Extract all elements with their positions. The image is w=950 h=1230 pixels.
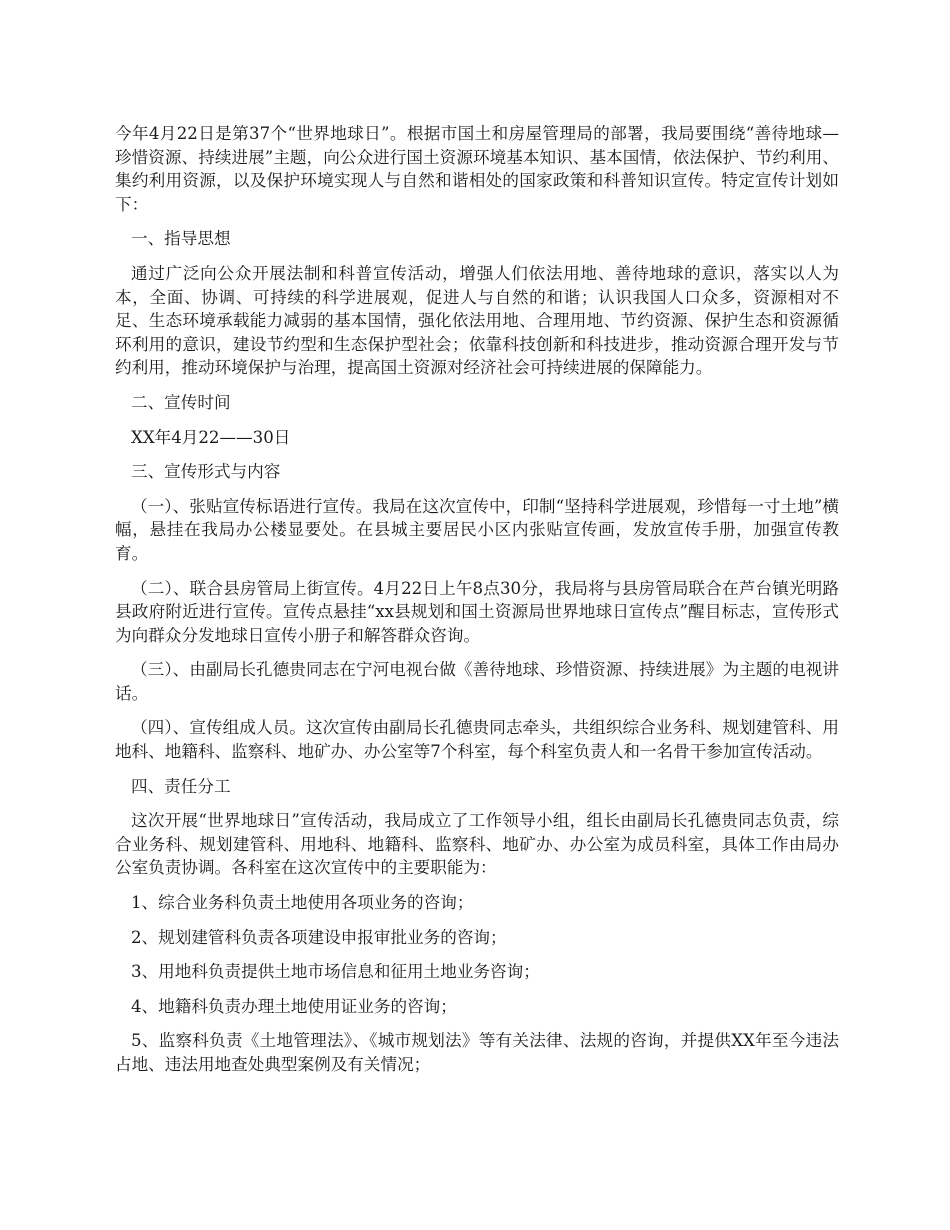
duty-item-2: 2、规划建管科负责各项建设申报审批业务的咨询； [131, 927, 507, 947]
duty-item-1: 1、综合业务科负责土地使用各项业务的咨询； [131, 893, 474, 913]
form-item-3: （三）、由副局长孔德贵同志在宁河电视台做《善待地球、珍惜资源、持续进展》为主题的电视讲话。 [115, 660, 839, 703]
guiding-ideology-paragraph: 通过广泛向公众开展法制和科普宣传活动，增强人们依法用地、善待地球的意识，落实以人为本，全面、协调、可持续的科学进展观，促进人与自然的和谐；认识我国人口众多，资源相对不足、生态环境承载能力减弱的基本国情，强化依法用地、合理用地、节约资源、保护生态和资源循环利用的意识，建设节约型和生态保护型社会；依靠科技创新和科技进步，推动资源合理开发与节约利用，推动环境保护与治理，提高国土资源对经济社会可持续进展的保障能力。 [115, 263, 839, 378]
section-heading-form-and-content: 三、宣传形式与内容 [131, 462, 281, 482]
responsibility-paragraph: 这次开展“世界地球日”宣传活动，我局成立了工作领导小组，组长由副局长孔德贵同志负责，综合业务科、规划建管科、用地科、地籍科、监察科、地矿办、办公室为成员科室，具体工作由局办公室负责协调。各科室在这次宣传中的主要职能为： [115, 811, 839, 878]
section-heading-publicity-time: 二、宣传时间 [131, 392, 231, 412]
duty-item-4: 4、地籍科负责办理土地使用证业务的咨询； [131, 996, 457, 1016]
form-item-2: （二）、联合县房管局上街宣传。4月22日上午8点30分，我局将与县房管局联合在芦台镇光明路县政府附近进行宣传。宣传点悬挂“xx县规划和国土资源局世界地球日宣传点”醒目标志，宣传形式为向群众分发地球日宣传小册子和解答群众咨询。 [115, 578, 839, 645]
section-heading-responsibility: 四、责任分工 [131, 776, 231, 796]
duty-item-3: 3、用地科负责提供土地市场信息和征用土地业务咨询； [131, 962, 540, 982]
document-body [115, 122, 839, 1088]
duty-item-5: 5、监察科负责《土地管理法》、《城市规划法》等有关法律、法规的咨询，并提供XX年至今违法占地、违法用地查处典型案例及有关情况； [115, 1031, 839, 1074]
form-item-1: （一）、张贴宣传标语进行宣传。我局在这次宣传中，印制“坚持科学进展观，珍惜每一寸土地”横幅，悬挂在我局办公楼显要处。在县城主要居民小区内张贴宣传画，发放宣传手册，加强宣传教育。 [115, 496, 839, 563]
form-item-4: （四）、宣传组成人员。这次宣传由副局长孔德贵同志牵头，共组织综合业务科、规划建管科、用地科、地籍科、监察科、地矿办、办公室等7个科室，每个科室负责人和一名骨干参加宣传活动。 [115, 718, 839, 762]
intro-paragraph: 今年4月22日是第37个“世界地球日”。根据市国土和房屋管理局的部署，我局要围绕“善待地球—珍惜资源、持续进展”主题，向公众进行国土资源环境基本知识、基本国情，依法保护、节约利用、集约利用资源，以及保护环境实现人与自然和谐相处的国家政策和科普知识宣传。特定宣传计划如下： [115, 124, 839, 214]
section-heading-guiding-ideology: 一、指导思想 [131, 229, 231, 249]
publicity-time-paragraph: XX年4月22——30日 [131, 427, 291, 447]
